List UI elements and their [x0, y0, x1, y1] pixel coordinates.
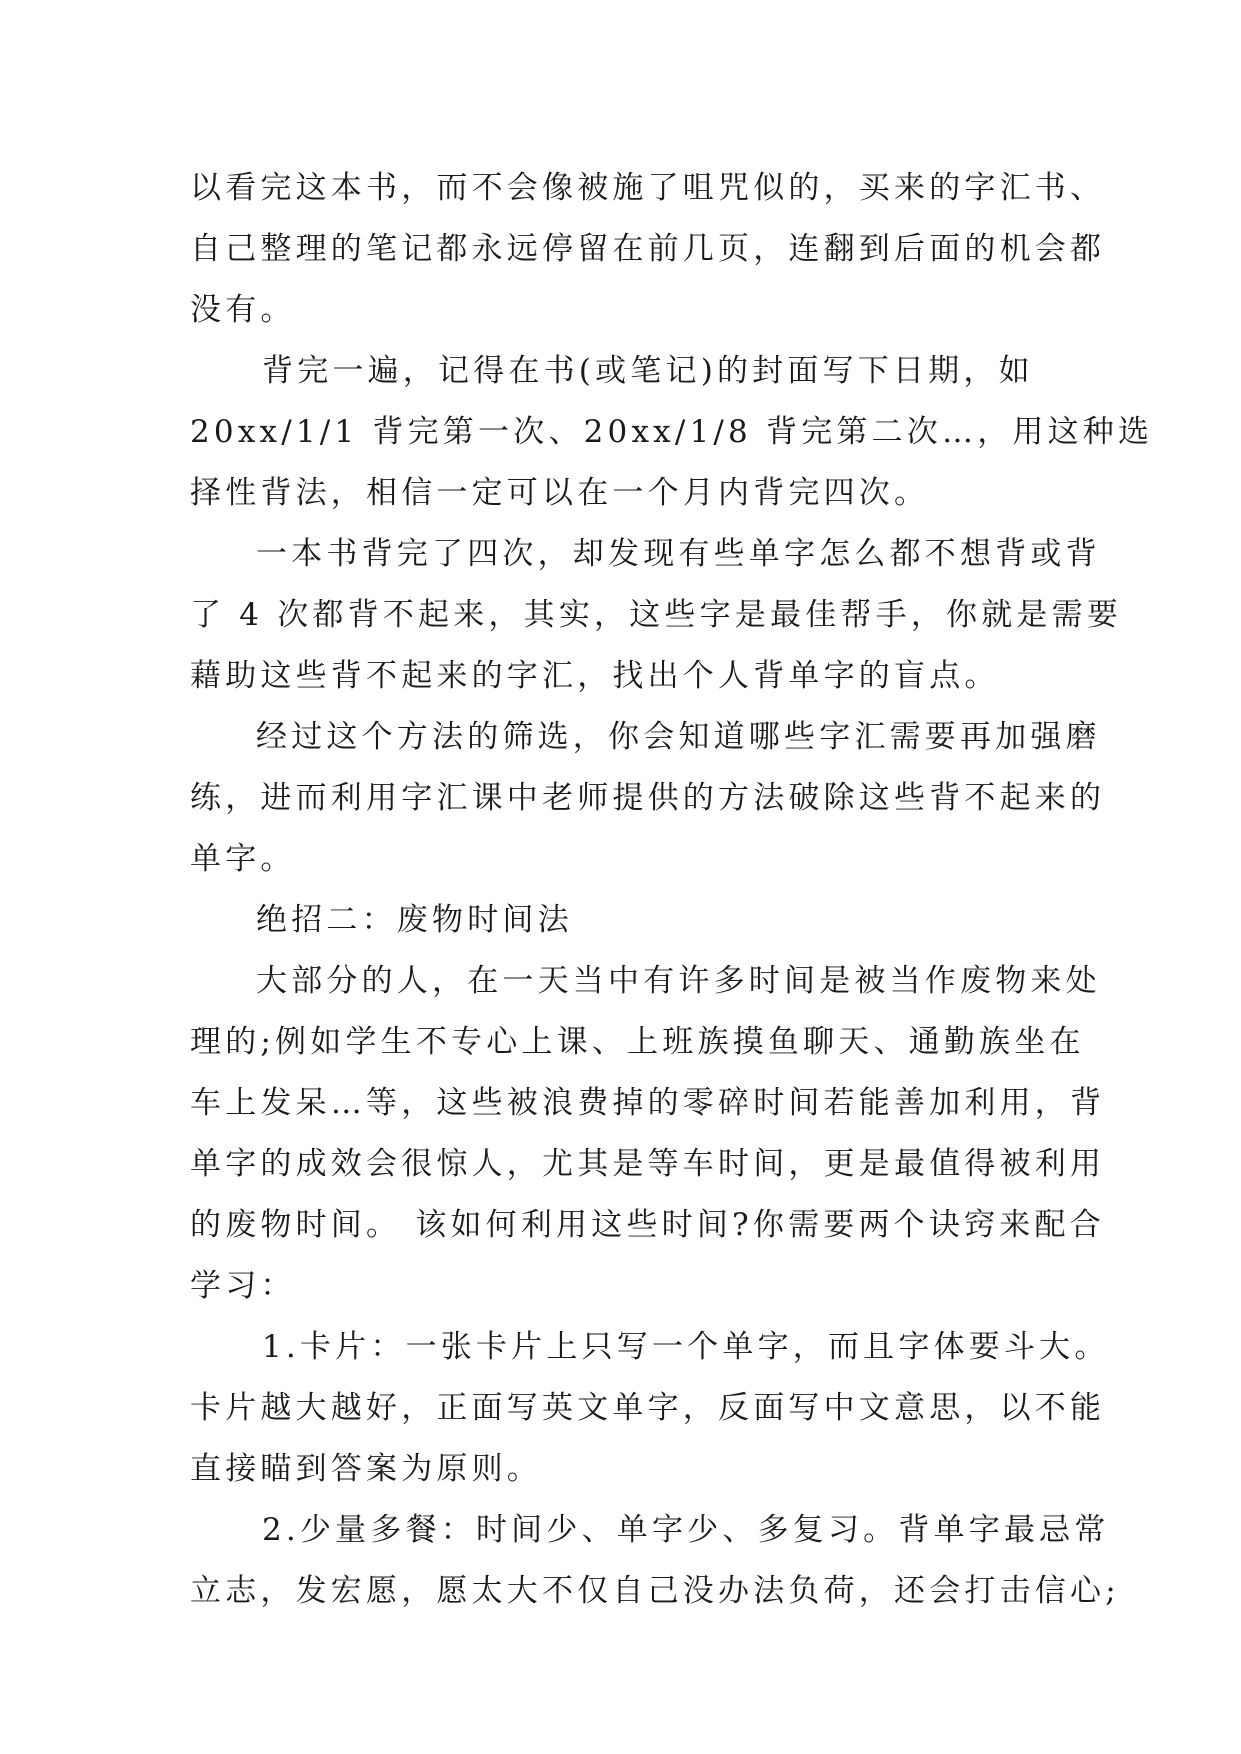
- text-line: 单字的成效会很惊人，尤其是等车时间，更是最值得被利用: [190, 1146, 1106, 1182]
- paragraph-start-line: 背完一遍，记得在书(或笔记)的封面写下日期，如: [262, 353, 1034, 389]
- text-line: 了 4 次都背不起来，其实，这些字是最佳帮手，你就是需要: [190, 597, 1123, 633]
- paragraph-start-line: 一本书背完了四次，却发现有些单字怎么都不想背或背: [256, 536, 1101, 572]
- text-line: 立志，发宏愿，愿太大不仅自己没办法负荷，还会打击信心;: [190, 1573, 1120, 1609]
- text-line: 学习：: [190, 1268, 296, 1304]
- paragraph-start-line: 大部分的人，在一天当中有许多时间是被当作废物来处: [256, 963, 1101, 999]
- text-line: 练，进而利用字汇课中老师提供的方法破除这些背不起来的: [190, 780, 1106, 816]
- section-heading: 绝招二：废物时间法: [256, 902, 573, 938]
- text-line: 没有。: [190, 292, 296, 328]
- paragraph-start-line: 经过这个方法的筛选，你会知道哪些字汇需要再加强磨: [256, 719, 1101, 755]
- body-text: [190, 158, 1154, 1622]
- text-line: 自己整理的笔记都永远停留在前几页，连翻到后面的机会都: [190, 231, 1106, 267]
- text-line: 20xx/1/1 背完第一次、20xx/1/8 背完第二次…，用这种选: [190, 414, 1154, 450]
- text-line: 理的;例如学生不专心上课、上班族摸鱼聊天、通勤族坐在: [190, 1024, 1085, 1060]
- text-line: 车上发呆…等，这些被浪费掉的零碎时间若能善加利用，背: [190, 1085, 1106, 1121]
- text-line: 藉助这些背不起来的字汇，找出个人背单字的盲点。: [190, 658, 1000, 694]
- text-line: 卡片越大越好，正面写英文单字，反面写中文意思，以不能: [190, 1390, 1106, 1426]
- list-item-line: 1.卡片：一张卡片上只写一个单字，而且字体要斗大。: [262, 1329, 1110, 1365]
- text-line: 以看完这本书，而不会像被施了咀咒似的，买来的字汇书、: [190, 170, 1106, 206]
- text-line: 单字。: [190, 841, 296, 877]
- text-line: 直接瞄到答案为原则。: [190, 1451, 542, 1487]
- text-line: 的废物时间。 该如何利用这些时间?你需要两个诀窍来配合: [190, 1207, 1105, 1243]
- text-line: 择性背法，相信一定可以在一个月内背完四次。: [190, 475, 930, 511]
- list-item-line: 2.少量多餐：时间少、单字少、多复习。背单字最忌常: [262, 1512, 1110, 1548]
